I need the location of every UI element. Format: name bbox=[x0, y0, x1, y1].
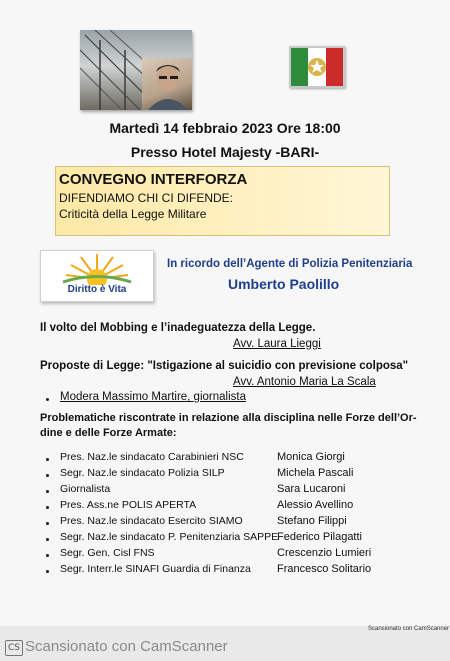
speaker-name: Stefano Filippi bbox=[277, 515, 347, 527]
convegno-subtitle: DIFENDIAMO CHI CI DIFENDE: bbox=[59, 191, 234, 205]
italian-emblem-icon bbox=[289, 46, 345, 88]
memorial-line: In ricordo dell’Agente di Polizia Penitenziaria bbox=[167, 258, 413, 270]
speaker-name: Alessio Avellino bbox=[277, 499, 354, 511]
convegno-topic: Criticità della Legge Militare bbox=[59, 207, 207, 221]
event-date: Martedì 14 febbraio 2023 Ore 18:00 bbox=[109, 120, 341, 136]
speaker-name: Sara Lucaroni bbox=[277, 483, 346, 495]
moderator-line: Modera Massimo Martire, giornalista bbox=[60, 391, 246, 403]
bullet-icon bbox=[46, 506, 49, 509]
bullet-icon bbox=[46, 474, 49, 477]
speaker-role: Giornalista bbox=[60, 483, 111, 495]
speaker-role: Pres. Naz.le sindacato Esercito SIAMO bbox=[60, 515, 243, 527]
talk-title: Proposte di Legge: "Istigazione al suicidio con previsione colposa" bbox=[40, 360, 409, 372]
diritto-e-vita-logo bbox=[40, 250, 154, 302]
bullet-icon bbox=[46, 554, 49, 557]
problems-heading: Problematiche riscontrate in relazione alla disciplina nelle Forze dell’Or- bbox=[40, 412, 417, 424]
talk-speaker: Avv. Laura Lieggi bbox=[233, 338, 321, 350]
bullet-icon bbox=[46, 398, 49, 401]
logo-text: Diritto è Vita bbox=[67, 284, 127, 295]
problems-heading-cont: dine e delle Forze Armate: bbox=[40, 427, 177, 439]
bullet-icon bbox=[46, 570, 49, 573]
speaker-name: Monica Giorgi bbox=[277, 451, 345, 463]
speaker-name: Crescenzio Lumieri bbox=[277, 547, 372, 559]
bullet-icon bbox=[46, 522, 49, 525]
speaker-role: Segr. Gen. Cisl FNS bbox=[60, 547, 155, 559]
talk-title: Il volto del Mobbing e l’inadeguatezza della Legge. bbox=[40, 322, 316, 334]
convegno-title: CONVEGNO INTERFORZA bbox=[59, 171, 248, 188]
talk-speaker: Avv. Antonio Maria La Scala bbox=[233, 376, 376, 388]
speaker-role: Segr. Naz.le sindacato P. Penitenziaria SAPPE bbox=[60, 531, 279, 543]
speaker-name: Francesco Solitario bbox=[277, 563, 372, 575]
speaker-role: Pres. Ass.ne POLIS APERTA bbox=[60, 499, 197, 511]
convegno-box bbox=[55, 166, 390, 236]
sun-icon bbox=[41, 251, 153, 285]
scanner-watermark-small: Scansionato con CamScanner bbox=[368, 626, 450, 632]
speaker-role: Segr. Interr.le SINAFI Guardia di Finanza bbox=[60, 563, 251, 575]
bullet-icon bbox=[46, 458, 49, 461]
bullet-icon bbox=[46, 490, 49, 493]
memorial-name: Umberto Paolillo bbox=[228, 276, 340, 292]
bullet-icon bbox=[46, 538, 49, 541]
speaker-name: Michela Pascali bbox=[277, 467, 354, 479]
speaker-role: Segr. Naz.le sindacato Polizia SILP bbox=[60, 467, 225, 479]
camscanner-logo-icon: CS bbox=[5, 640, 23, 656]
scanner-watermark: Scansionato con CamScanner bbox=[25, 638, 228, 655]
speaker-role: Pres. Naz.le sindacato Carabinieri NSC bbox=[60, 451, 244, 463]
portrait-image bbox=[142, 58, 192, 110]
memorial-photo bbox=[80, 30, 192, 110]
event-venue: Presso Hotel Majesty -BARI- bbox=[130, 144, 320, 160]
speaker-name: Federico Pilagatti bbox=[277, 531, 362, 543]
